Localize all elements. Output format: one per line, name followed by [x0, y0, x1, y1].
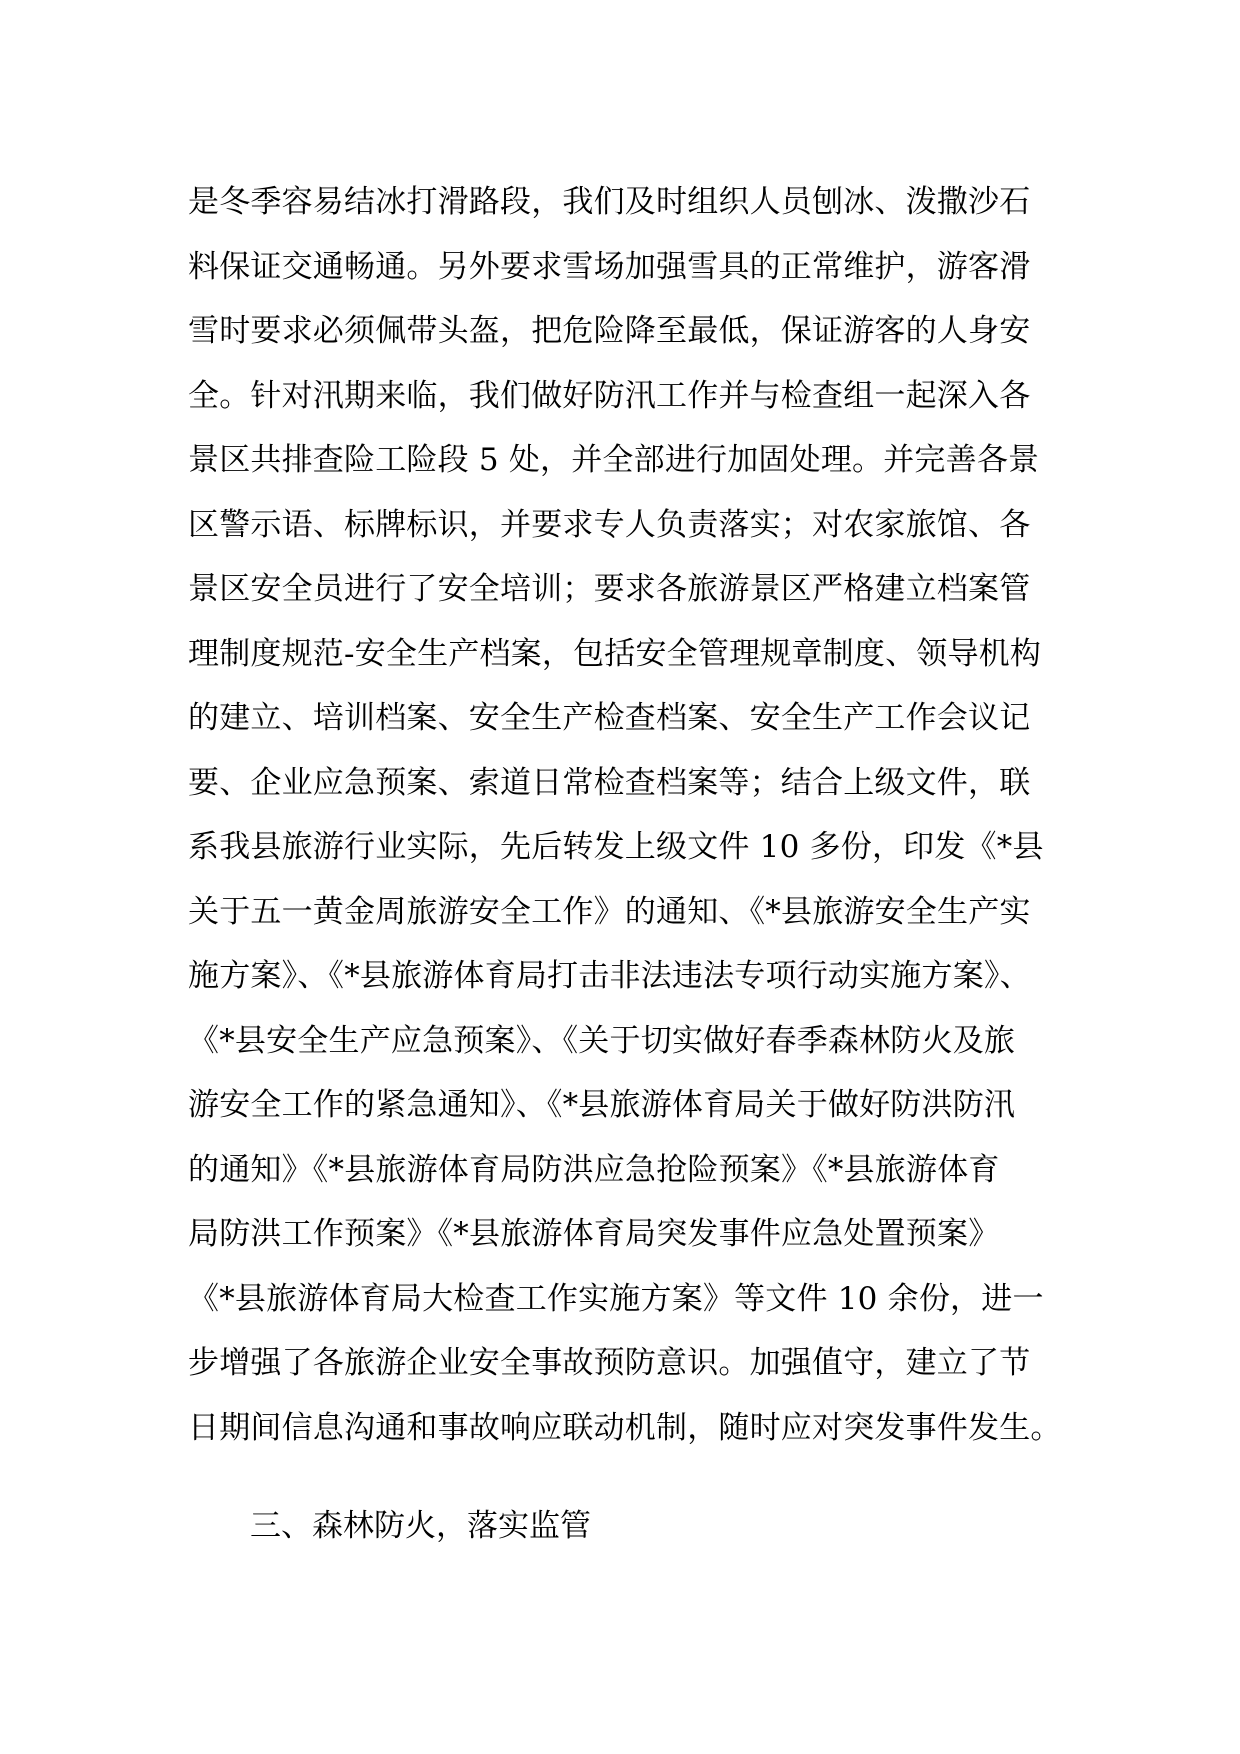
paragraph-line-5: 景区共排查险工险段 5 处，并全部进行加固处理。并完善各景 — [188, 442, 1040, 478]
paragraph-line-3: 雪时要求必须佩带头盔，把危险降至最低，保证游客的人身安 — [188, 313, 1031, 349]
section-heading: 三、森林防火，落实监管 — [250, 1508, 591, 1544]
paragraph-line-6: 区警示语、标牌标识，并要求专人负责落实；对农家旅馆、各 — [188, 506, 1031, 543]
paragraph-line-10: 要、企业应急预案、索道日常检查档案等；结合上级文件，联 — [188, 764, 1031, 801]
paragraph-line-19: 步增强了各旅游企业安全事故预防意识。加强值守，建立了节 — [188, 1345, 1031, 1381]
paragraph-line-16: 的通知》《*县旅游体育局防洪应急抢险预案》《*县旅游体育 — [188, 1151, 1000, 1188]
paragraph-line-18: 《*县旅游体育局大检查工作实施方案》等文件 10 余份，进一 — [188, 1280, 1044, 1317]
paragraph-line-17: 局防洪工作预案》《*县旅游体育局突发事件应急处置预案》 — [188, 1216, 1000, 1252]
paragraph-line-4: 全。针对汛期来临，我们做好防汛工作并与检查组一起深入各 — [188, 377, 1031, 414]
paragraph-line-7: 景区安全员进行了安全培训；要求各旅游景区严格建立档案管 — [188, 571, 1031, 607]
paragraph-line-2: 料保证交通畅通。另外要求雪场加强雪具的正常维护，游客滑 — [188, 248, 1031, 285]
body-paragraph — [188, 170, 1062, 1460]
paragraph-line-15: 游安全工作的紧急通知》、《*县旅游体育局关于做好防洪防汛 — [188, 1087, 1016, 1123]
paragraph-line-1: 是冬季容易结冰打滑路段，我们及时组织人员刨冰、泼撒沙石 — [188, 184, 1031, 220]
paragraph-line-11: 系我县旅游行业实际，先后转发上级文件 10 多份，印发《*县 — [188, 829, 1044, 865]
paragraph-line-12: 关于五一黄金周旅游安全工作》的通知、《*县旅游安全生产实 — [188, 893, 1031, 930]
paragraph-line-9: 的建立、培训档案、安全生产检查档案、安全生产工作会议记 — [188, 700, 1031, 736]
paragraph-line-8: 理制度规范-安全生产档案，包括安全管理规章制度、领导机构 — [188, 635, 1042, 672]
paragraph-line-20: 日期间信息沟通和事故响应联动机制，随时应对突发事件发生。 — [188, 1409, 1062, 1446]
paragraph-line-14: 《*县安全生产应急预案》、《关于切实做好春季森林防火及旅 — [188, 1022, 1016, 1059]
paragraph-line-13: 施方案》、《*县旅游体育局打击非法违法专项行动实施方案》、 — [188, 958, 1031, 994]
